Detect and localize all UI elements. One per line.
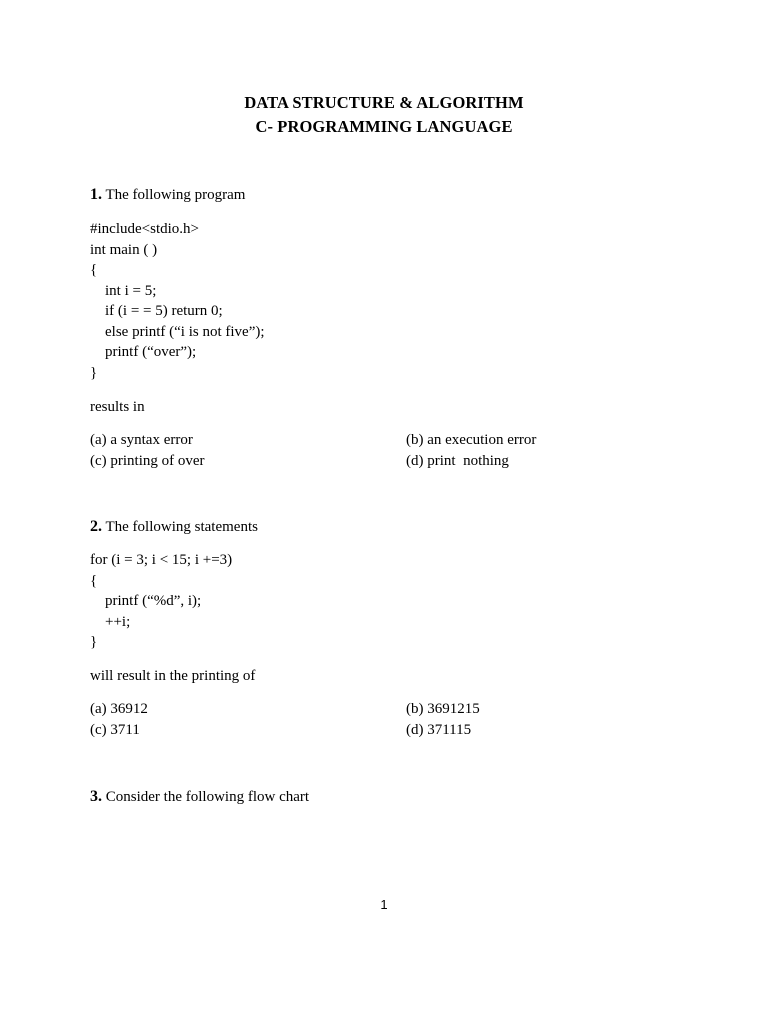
q2-option-b: (b) 3691215 (406, 701, 480, 717)
q2-code-line-3: printf (“%d”, i); (105, 593, 202, 609)
q2-code-line-5: } (90, 634, 98, 650)
q1-code-line-1: #include<stdio.h> (90, 221, 199, 237)
q1-code-line-8: } (90, 365, 98, 381)
question-2-prompt: The following statements (105, 519, 258, 535)
document-title-line2: C- PROGRAMMING LANGUAGE (255, 117, 513, 136)
question-2-heading (90, 517, 258, 537)
q1-code-line-5: if (i = = 5) return 0; (105, 303, 223, 319)
q2-code-line-4: ++i; (105, 614, 131, 630)
question-1-number: 1. (90, 186, 102, 203)
document-title-line1: DATA STRUCTURE & ALGORITHM (244, 93, 524, 112)
q1-result-text: results in (90, 399, 145, 415)
page-number: 1 (380, 897, 388, 912)
q2-option-d: (d) 371115 (406, 722, 472, 738)
question-3-prompt: Consider the following flow chart (105, 789, 310, 805)
q2-code-line-2: { (90, 573, 98, 589)
q1-option-d: (d) print nothing (406, 453, 509, 469)
q1-option-b: (b) an execution error (406, 432, 537, 448)
q1-code-line-3: { (90, 262, 98, 278)
q2-code-line-1: for (i = 3; i < 15; i +=3) (90, 552, 233, 568)
q1-option-c: (c) printing of over (90, 453, 205, 469)
question-2-number: 2. (90, 518, 102, 535)
q1-option-a: (a) a syntax error (90, 432, 193, 448)
question-3-number: 3. (90, 788, 102, 805)
q2-result-text: will result in the printing of (90, 668, 256, 684)
question-1-heading (90, 185, 245, 205)
q2-option-a: (a) 36912 (90, 701, 148, 717)
q1-code-line-6: else printf (“i is not five”); (105, 324, 265, 340)
q1-code-line-4: int i = 5; (105, 283, 157, 299)
question-3-heading (90, 787, 309, 807)
q1-code-line-2: int main ( ) (90, 242, 158, 258)
question-1-prompt: The following program (105, 187, 246, 203)
q2-option-c: (c) 3711 (90, 722, 140, 738)
q1-code-line-7: printf (“over”); (105, 344, 197, 360)
